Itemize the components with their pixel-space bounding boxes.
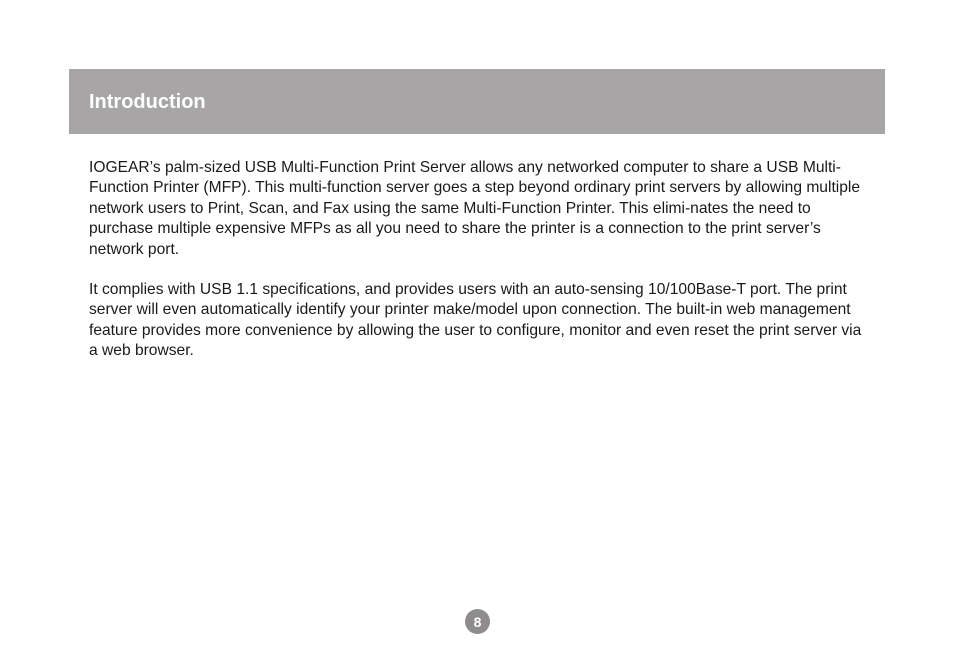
- paragraph-intro: IOGEAR’s palm-sized USB Multi-Function Print Server allows any networked computer to share a USB Multi-Function Printer (MFP). This multi-function server goes a step beyond ordinary print servers by allowing multiple network users to Print, Scan, and Fax using the same Multi-Function Printer. This elimi-nates the need to purchase multiple expensive MFPs as all you need to share the printer is a connection to the print server’s network port.: [89, 159, 861, 258]
- paragraph-features: It complies with USB 1.1 specifications, and provides users with an auto-sensing 10/100Base-T port. The print server will even automatically identify your printer make/model upon connection. The built-in web management feature provides more convenience by allowing the user to configure, monitor and even reset the print server via a web browser.: [89, 281, 862, 360]
- section-title: Introduction: [89, 91, 206, 113]
- section-header: [69, 69, 885, 134]
- body-content: [89, 158, 867, 362]
- page-number-badge: 8: [465, 609, 490, 634]
